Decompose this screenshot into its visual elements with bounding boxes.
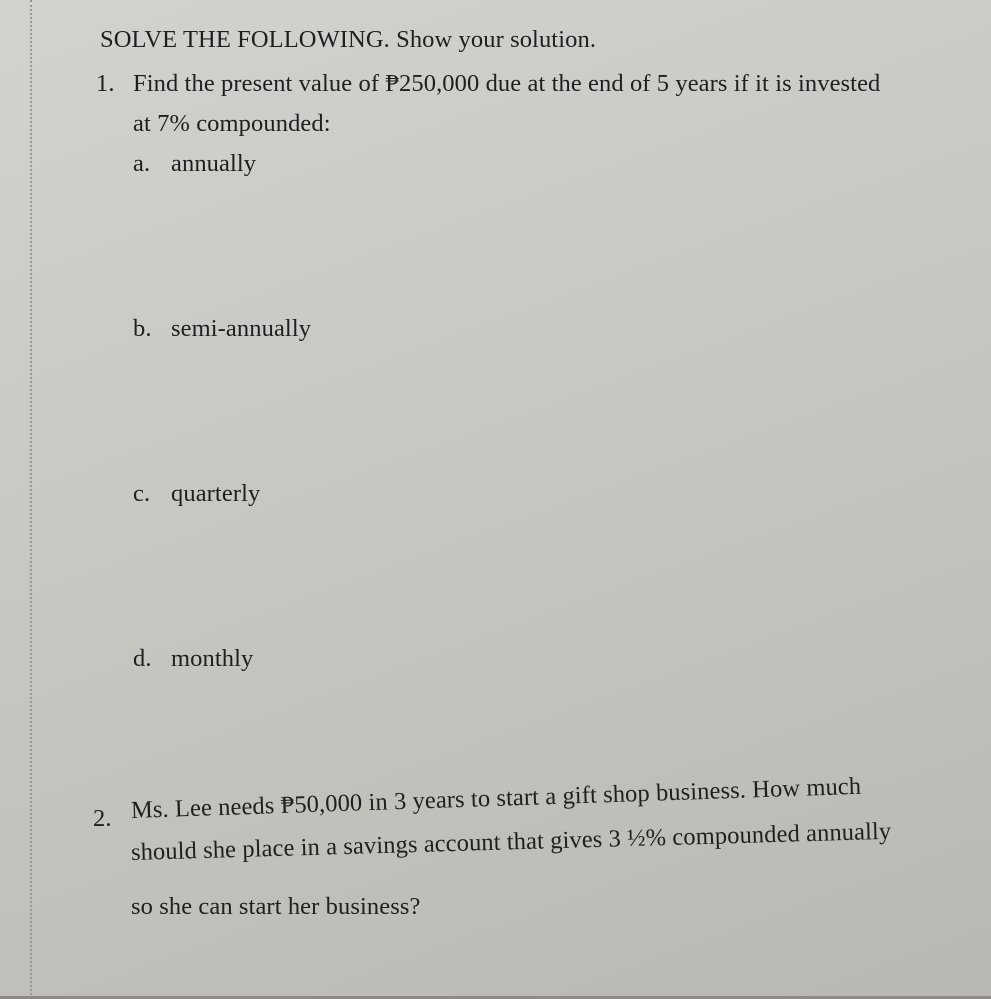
option-a-label: a. bbox=[133, 150, 151, 177]
question-2-text-line-2: should she place in a savings account that gives 3 ½% compounded annually bbox=[130, 817, 892, 866]
option-a bbox=[133, 150, 256, 178]
margin-line bbox=[30, 0, 32, 999]
option-c bbox=[133, 480, 260, 508]
option-d-text: monthly bbox=[171, 645, 254, 672]
worksheet-title: SOLVE THE FOLLOWING. Show your solution. bbox=[100, 26, 597, 53]
option-d bbox=[133, 645, 253, 673]
option-c-label: c. bbox=[133, 480, 151, 507]
question-2-text-line-3: so she can start her business? bbox=[131, 893, 421, 920]
option-b-label: b. bbox=[133, 315, 152, 342]
option-d-label: d. bbox=[133, 645, 152, 672]
option-b-text: semi-annually bbox=[171, 315, 312, 342]
question-1-number: 1. bbox=[96, 70, 115, 97]
option-c-text: quarterly bbox=[171, 480, 261, 507]
option-b bbox=[133, 315, 311, 343]
question-2-text-line-1: Ms. Lee needs ₱50,000 in 3 years to start a gift shop business. How much bbox=[130, 772, 862, 824]
question-2-number: 2. bbox=[93, 805, 112, 832]
question-1-text-line-1: Find the present value of ₱250,000 due at the end of 5 years if it is invested bbox=[133, 70, 881, 97]
question-1-text-line-2: at 7% compounded: bbox=[133, 110, 331, 137]
option-a-text: annually bbox=[171, 150, 257, 177]
